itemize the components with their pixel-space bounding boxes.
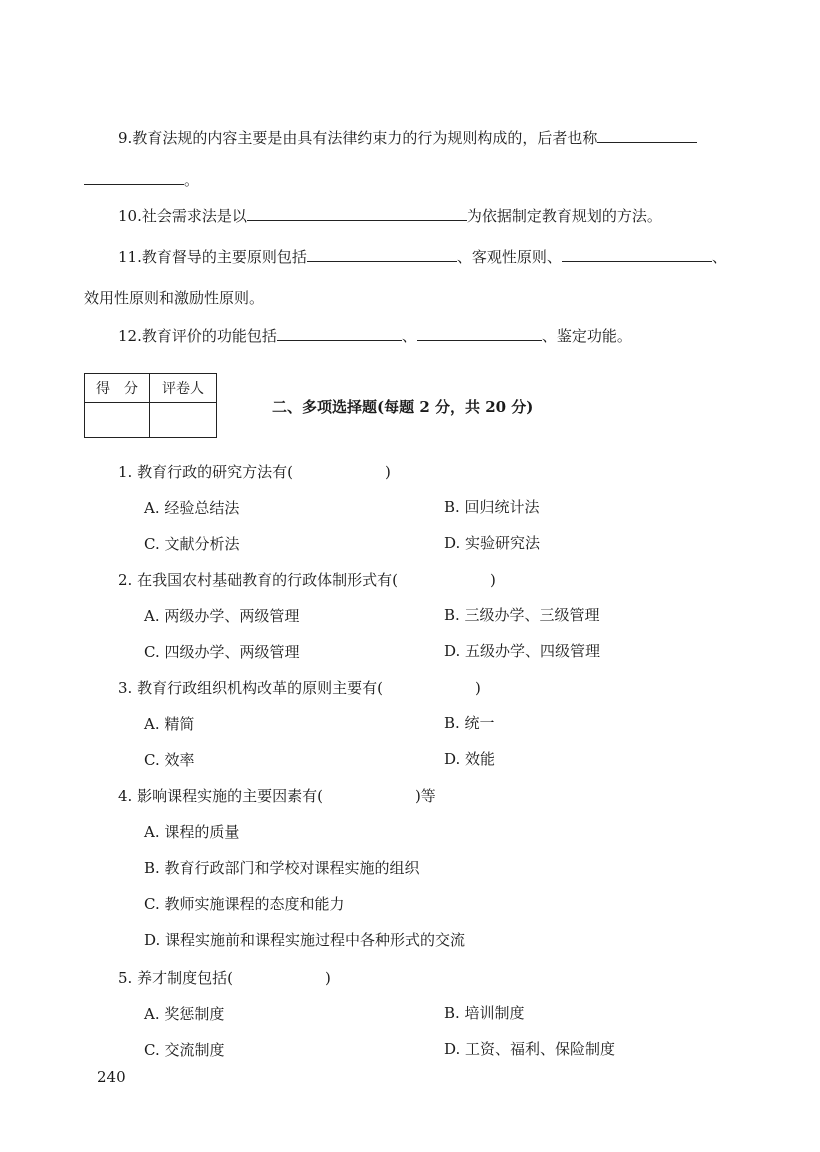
answer-blank[interactable] bbox=[307, 247, 457, 262]
question-text: 社会需求法是以 bbox=[141, 207, 247, 225]
grader-cell[interactable] bbox=[150, 403, 217, 438]
score-table bbox=[84, 373, 217, 438]
question-close: ) bbox=[324, 969, 331, 987]
score-label: 得 分 bbox=[85, 374, 150, 403]
question-number: 11. bbox=[118, 248, 142, 266]
option-d[interactable]: D. 工资、福利、保险制度 bbox=[444, 1040, 616, 1058]
question-close: ) bbox=[489, 571, 496, 589]
question-text: 、鉴定功能。 bbox=[541, 327, 632, 345]
option-c[interactable]: C. 文献分析法 bbox=[144, 535, 240, 553]
option-d[interactable]: D. 实验研究法 bbox=[444, 534, 541, 552]
option-d[interactable]: D. 效能 bbox=[444, 750, 496, 768]
question-close: ) bbox=[384, 463, 391, 481]
question-10 bbox=[118, 206, 662, 226]
score-cell[interactable] bbox=[85, 403, 150, 438]
section-title: 二、多项选择题(每题 2 分，共 20 分) bbox=[272, 398, 534, 416]
question-text: 教育法规的内容主要是由具有法律约束力的行为规则构成的，后者也称 bbox=[132, 129, 598, 147]
question-11 bbox=[118, 247, 727, 267]
option-a[interactable]: A. 课程的质量 bbox=[144, 823, 240, 841]
question-close: ) bbox=[474, 679, 481, 697]
question-text: 、客观性原则、 bbox=[456, 248, 562, 266]
question-9-cont bbox=[84, 170, 199, 190]
grader-label: 评卷人 bbox=[150, 374, 217, 403]
option-c[interactable]: C. 交流制度 bbox=[144, 1041, 225, 1059]
option-a[interactable]: A. 两级办学、两级管理 bbox=[144, 607, 300, 625]
mc-question-5 bbox=[118, 968, 331, 988]
question-number: 9. bbox=[118, 129, 133, 147]
page-number: 240 bbox=[97, 1068, 126, 1086]
question-close: )等 bbox=[414, 787, 436, 805]
option-b[interactable]: B. 回归统计法 bbox=[444, 498, 540, 516]
mc-question-1 bbox=[118, 462, 391, 482]
question-number: 12. bbox=[118, 327, 142, 345]
option-b[interactable]: B. 教育行政部门和学校对课程实施的组织 bbox=[144, 859, 420, 877]
option-a[interactable]: A. 精简 bbox=[144, 715, 195, 733]
question-stem: 5. 养才制度包括( bbox=[118, 969, 233, 987]
question-stem: 4. 影响课程实施的主要因素有( bbox=[118, 787, 323, 805]
answer-blank[interactable] bbox=[277, 326, 402, 341]
question-12 bbox=[118, 326, 632, 346]
question-text: 为依据制定教育规划的方法。 bbox=[466, 207, 662, 225]
option-a[interactable]: A. 经验总结法 bbox=[144, 499, 240, 517]
question-9 bbox=[118, 128, 697, 148]
question-stem: 3. 教育行政组织机构改革的原则主要有( bbox=[118, 679, 383, 697]
option-c[interactable]: C. 教师实施课程的态度和能力 bbox=[144, 895, 345, 913]
answer-blank[interactable] bbox=[247, 206, 467, 221]
question-text: 、 bbox=[711, 248, 727, 266]
question-text: 效用性原则和激励性原则。 bbox=[84, 289, 265, 307]
option-c[interactable]: C. 效率 bbox=[144, 751, 195, 769]
option-b[interactable]: B. 培训制度 bbox=[444, 1004, 525, 1022]
answer-blank[interactable] bbox=[84, 170, 184, 185]
option-b[interactable]: B. 统一 bbox=[444, 714, 495, 732]
mc-question-2 bbox=[118, 570, 496, 590]
option-a[interactable]: A. 奖惩制度 bbox=[144, 1005, 225, 1023]
mc-question-4 bbox=[118, 786, 436, 806]
question-text: 、 bbox=[401, 327, 417, 345]
question-text: 教育督导的主要原则包括 bbox=[141, 248, 307, 266]
answer-blank[interactable] bbox=[417, 326, 542, 341]
question-text: 教育评价的功能包括 bbox=[141, 327, 277, 345]
option-c[interactable]: C. 四级办学、两级管理 bbox=[144, 643, 300, 661]
question-number: 10. bbox=[118, 207, 142, 225]
question-text: 。 bbox=[184, 171, 200, 189]
option-d[interactable]: D. 五级办学、四级管理 bbox=[444, 642, 601, 660]
question-stem: 2. 在我国农村基础教育的行政体制形式有( bbox=[118, 571, 398, 589]
question-11-cont bbox=[84, 288, 264, 308]
answer-blank[interactable] bbox=[597, 128, 697, 143]
option-d[interactable]: D. 课程实施前和课程实施过程中各种形式的交流 bbox=[144, 931, 466, 949]
question-stem: 1. 教育行政的研究方法有( bbox=[118, 463, 293, 481]
answer-blank[interactable] bbox=[562, 247, 712, 262]
mc-question-3 bbox=[118, 678, 481, 698]
option-b[interactable]: B. 三级办学、三级管理 bbox=[444, 606, 600, 624]
